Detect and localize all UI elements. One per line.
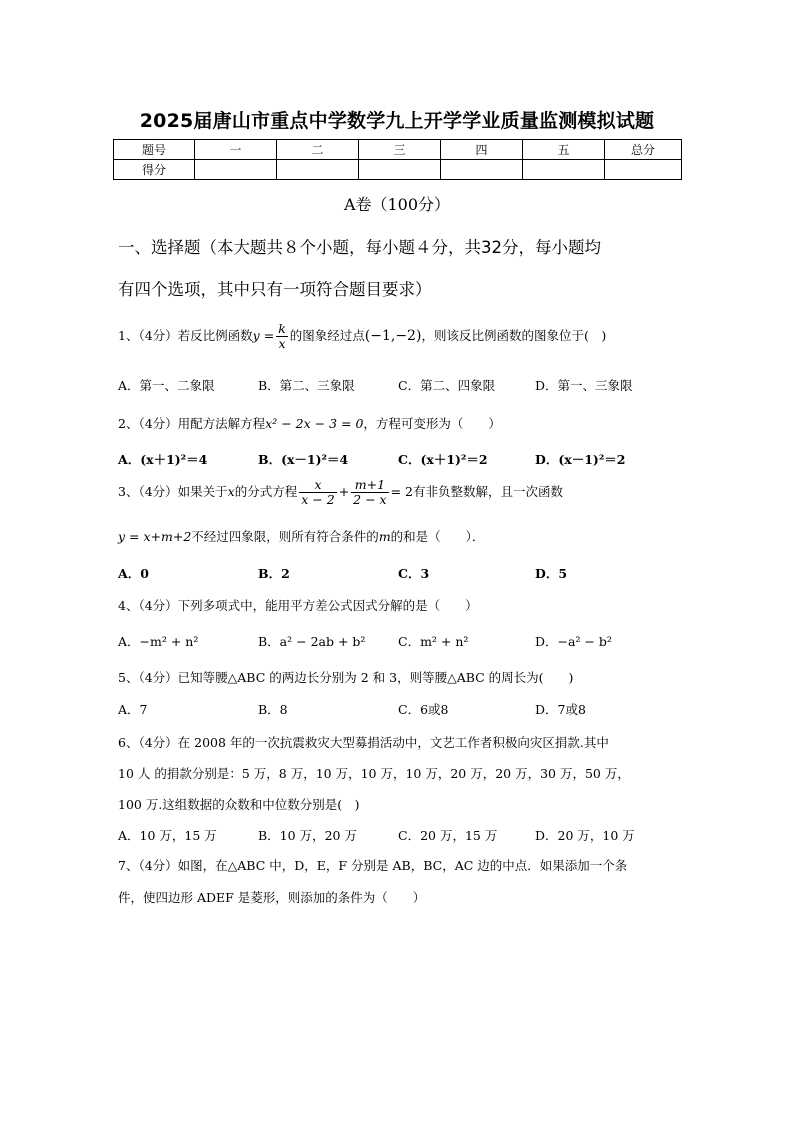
option-d[interactable]: D．20 万，10 万 [535, 828, 635, 843]
math-expr: y = [252, 327, 275, 343]
math-expr: y = x+m+2 [118, 529, 192, 544]
question-4 [118, 596, 478, 614]
math-expr: (−1,−2) [364, 327, 422, 344]
score-cell[interactable] [441, 160, 523, 180]
option-a[interactable]: A．10 万，15 万 [118, 828, 217, 843]
question-6-line2: 10 人 的捐款分别是：5 万，8 万，10 万，10 万，10 万，20 万，20 万，30 万，50 万， [118, 766, 630, 781]
fraction-numerator: x [299, 478, 336, 493]
question-6-line3: 100 万.这组数据的众数和中位数分别是( ) [118, 797, 360, 812]
question-text: 如果关于 [177, 483, 228, 499]
question-5 [118, 668, 573, 686]
score-cell[interactable] [359, 160, 441, 180]
option-b[interactable]: B．10 万，20 万 [258, 828, 357, 843]
section-heading-line1: 一、选择题（本大题共８个小题，每小题４分，共32分，每小题均 [118, 238, 601, 257]
score-header-cell: 题号 [114, 140, 195, 160]
score-header-cell: 三 [359, 140, 441, 160]
fraction-denominator: 2 − x [353, 491, 387, 507]
question-text: 的分式方程 [234, 483, 298, 499]
option-d[interactable]: D．5 [535, 566, 568, 581]
question-text: 用配方法解方程 [177, 416, 266, 431]
fraction-denominator: x − 2 [301, 491, 335, 507]
option-b[interactable]: B．a² − 2ab + b² [258, 634, 366, 649]
option-c[interactable]: C．第二、四象限 [398, 378, 496, 393]
question-number: 1、（4分） [118, 327, 178, 343]
math-expr: x² − 2x − 3 = 0 [265, 416, 364, 431]
math-expr: = 2 [390, 483, 414, 499]
score-table-header-row [114, 140, 682, 160]
option-c[interactable]: C．3 [398, 566, 430, 581]
question-number: 3、（4分） [118, 483, 178, 499]
option-c[interactable]: C．20 万，15 万 [398, 828, 498, 843]
math-var: m [378, 529, 391, 544]
score-cell[interactable] [523, 160, 605, 180]
question-text: 有非负整数解，且一次函数 [413, 483, 564, 499]
score-header-cell: 二 [277, 140, 359, 160]
math-var: x [227, 483, 235, 499]
score-header-cell: 一 [195, 140, 277, 160]
question-2 [118, 414, 501, 432]
question-number: 2、（4分） [118, 416, 178, 431]
part-heading: A卷（100分） [343, 195, 451, 214]
question-text: ，则该反比例函数的图象位于( ) [421, 327, 607, 343]
option-c[interactable]: C．m² + n² [398, 634, 469, 649]
question-3-line2 [118, 527, 484, 545]
question-3 [118, 478, 563, 507]
score-header-cell: 总分 [605, 140, 682, 160]
option-b[interactable]: B．第二、三象限 [258, 378, 355, 393]
question-number: 7、（4分） [118, 858, 178, 873]
option-a[interactable]: A．0 [118, 566, 149, 581]
fraction-denominator: x [278, 335, 286, 351]
question-number: 4、（4分） [118, 598, 178, 613]
option-a[interactable]: A．第一、二象限 [118, 378, 215, 393]
option-d[interactable]: D．第一、三象限 [535, 378, 633, 393]
question-7 [118, 856, 627, 874]
fraction [276, 322, 288, 351]
question-6 [118, 733, 609, 751]
question-number: 6、（4分） [118, 735, 178, 750]
fraction-numerator: k [278, 321, 286, 336]
option-d[interactable]: D．7或8 [535, 702, 586, 717]
question-text: 下列多项式中，能用平方差公式因式分解的是（ ） [177, 598, 478, 613]
option-d[interactable]: D．(x－1)²＝2 [535, 452, 626, 467]
question-text: 若反比例函数 [177, 327, 253, 343]
option-c[interactable]: C．(x＋1)²＝2 [398, 452, 488, 467]
option-b[interactable]: B．(x－1)²＝4 [258, 452, 349, 467]
option-d[interactable]: D．−a² − b² [535, 634, 612, 649]
question-7-line2: 件，使四边形 ADEF 是菱形，则添加的条件为（ ） [118, 890, 426, 905]
score-header-cell: 四 [441, 140, 523, 160]
score-header-cell: 五 [523, 140, 605, 160]
option-b[interactable]: B．2 [258, 566, 290, 581]
option-a[interactable]: A．(x＋1)²＝4 [118, 452, 208, 467]
page-title: 2025届唐山市重点中学数学九上开学学业质量监测模拟试题 [139, 110, 655, 132]
question-text: ，方程可变形为（ ） [363, 416, 501, 431]
question-number: 5、（4分） [118, 670, 178, 685]
math-operator: + [338, 483, 350, 499]
question-text: 的和是（ ）． [390, 529, 485, 544]
question-text: 已知等腰△ABC 的两边长分别为 2 和 3，则等腰△ABC 的周长为( ) [177, 670, 574, 685]
score-table [113, 139, 682, 180]
fraction [351, 478, 388, 507]
option-a[interactable]: A．7 [118, 702, 148, 717]
question-text: 在 2008 年的一次抗震救灾大型募捐活动中，文艺工作者积极向灾区捐款.其中 [177, 735, 609, 750]
score-row-label: 得分 [114, 160, 195, 180]
option-c[interactable]: C．6或8 [398, 702, 449, 717]
fraction [299, 478, 336, 507]
section-heading-line2: 有四个选项，其中只有一项符合题目要求） [118, 280, 432, 299]
score-cell[interactable] [195, 160, 277, 180]
score-table-score-row [114, 160, 682, 180]
score-cell[interactable] [605, 160, 682, 180]
question-text: 的图象经过点 [289, 327, 365, 343]
option-b[interactable]: B．8 [258, 702, 288, 717]
option-a[interactable]: A．−m² + n² [118, 634, 199, 649]
score-cell[interactable] [277, 160, 359, 180]
question-text: 不经过四象限，则所有符合条件的 [191, 529, 379, 544]
fraction-numerator: m+1 [351, 478, 388, 493]
question-1 [118, 322, 606, 351]
question-text: 如图，在△ABC 中，D，E，F 分别是 AB，BC，AC 边的中点．如果添加一个条 [177, 858, 628, 873]
